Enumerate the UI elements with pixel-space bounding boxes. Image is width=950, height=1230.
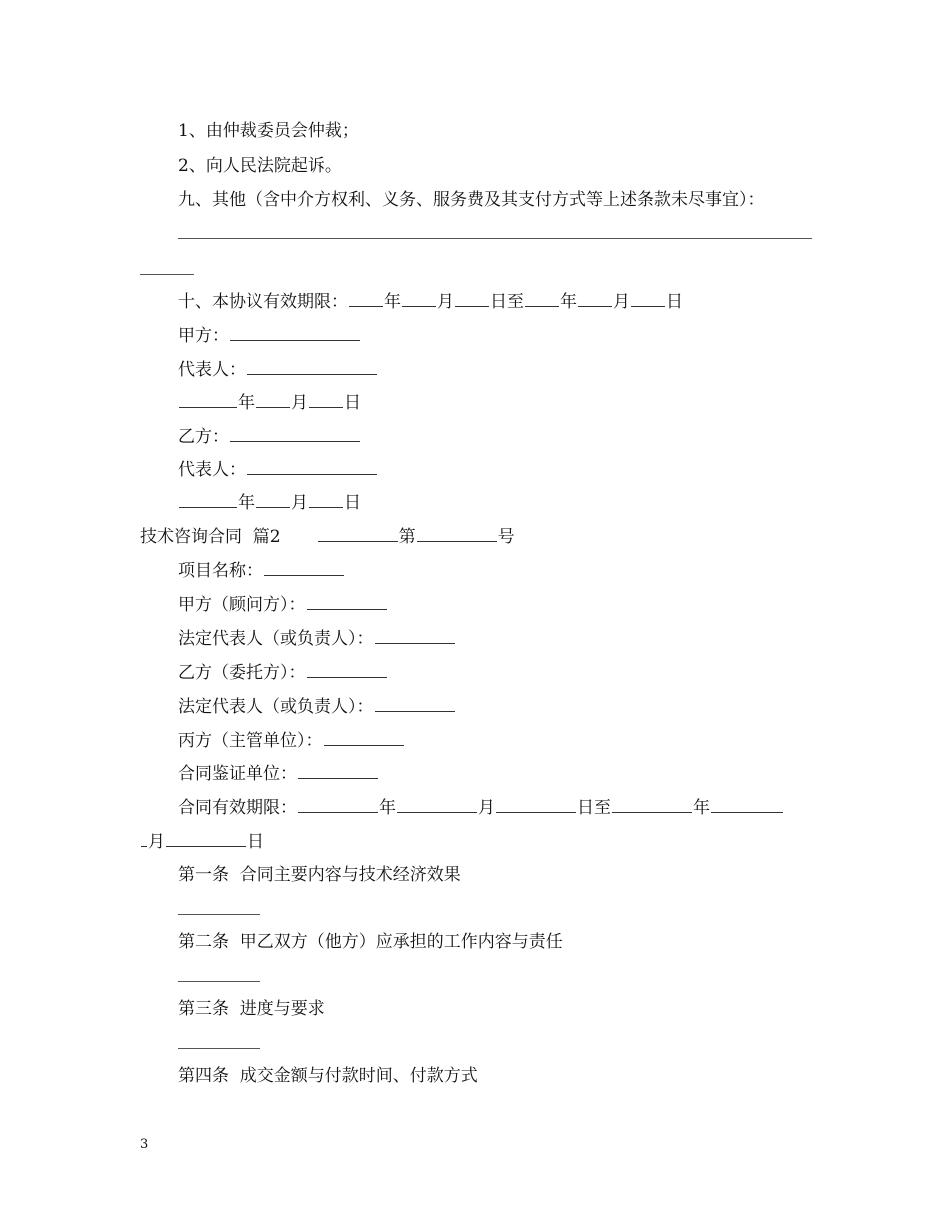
party-a-label: 甲方：	[178, 326, 229, 346]
blank	[309, 391, 343, 408]
di-label: 第	[398, 527, 416, 547]
blank	[417, 525, 497, 542]
day-label: 日	[344, 393, 361, 413]
article-1: 第一条 合同主要内容与技术经济效果	[178, 865, 461, 885]
article-4: 第四条 成交金额与付款时间、付款方式	[178, 1066, 478, 1086]
blank	[402, 290, 436, 307]
blank	[525, 290, 559, 307]
blank	[578, 290, 612, 307]
year-label: 年	[238, 493, 255, 513]
day-label: 日	[344, 493, 361, 513]
rep-label: 代表人：	[178, 460, 246, 480]
validity-label: 十、本协议有效期限：	[178, 292, 348, 312]
year-label: 年	[384, 292, 401, 312]
rep-label: 代表人：	[178, 360, 246, 380]
blank	[247, 458, 377, 475]
article-2-blank	[178, 981, 260, 982]
party-b-label: 乙方：	[178, 427, 229, 447]
blank	[179, 391, 237, 408]
blank	[397, 796, 477, 813]
month-label: 月	[291, 393, 308, 413]
blank	[298, 762, 378, 779]
rep-a-row	[178, 358, 378, 381]
blank	[264, 559, 344, 576]
project-name-row	[178, 559, 345, 582]
blank	[375, 695, 455, 712]
blank	[711, 796, 783, 813]
blank	[166, 830, 246, 847]
validity-row	[178, 290, 683, 313]
blank	[307, 661, 387, 678]
party-a-consultant-label: 甲方（顾问方）：	[178, 595, 306, 615]
year-label: 年	[379, 798, 396, 818]
month-label: 月	[613, 292, 630, 312]
article-2: 第二条 甲乙双方（他方）应承担的工作内容与责任	[178, 932, 563, 952]
day-to-label: 日至	[490, 292, 524, 312]
verify-unit-row	[178, 762, 379, 785]
verify-unit-label: 合同鉴证单位：	[178, 764, 297, 784]
month-label: 月	[478, 798, 495, 818]
page-number: 3	[140, 1137, 149, 1152]
day-label: 日	[247, 832, 264, 852]
blank	[318, 525, 398, 542]
blank	[612, 796, 692, 813]
blank	[230, 425, 360, 442]
legal-rep-a-row	[178, 627, 456, 650]
project-name-label: 项目名称：	[178, 561, 263, 581]
blank	[349, 290, 383, 307]
blank-line-other-cont	[140, 274, 194, 275]
party-c-row	[178, 729, 405, 752]
party-b-client-row	[178, 661, 388, 684]
party-c-label: 丙方（主管单位）：	[178, 731, 323, 751]
party-b-row	[178, 425, 361, 448]
date-b-row	[178, 491, 361, 514]
blank	[179, 491, 237, 508]
article-3-blank	[178, 1048, 260, 1049]
year-label: 年	[693, 798, 710, 818]
clause-arbitration: 1、由仲裁委员会仲裁；	[178, 121, 359, 141]
blank	[496, 796, 576, 813]
blank	[230, 324, 360, 341]
contract-validity-label: 合同有效期限：	[178, 798, 297, 818]
blank	[141, 830, 147, 847]
blank	[256, 491, 290, 508]
blank	[307, 593, 387, 610]
day-label: 日	[666, 292, 683, 312]
blank	[631, 290, 665, 307]
section-title: 技术咨询合同 篇2	[140, 527, 281, 547]
date-a-row	[178, 391, 361, 414]
year-label: 年	[238, 393, 255, 413]
day-to-label: 日至	[577, 798, 611, 818]
section-title-row	[140, 525, 515, 548]
blank	[247, 358, 377, 375]
party-a-row	[178, 324, 361, 347]
month-label: 月	[291, 493, 308, 513]
contract-validity-row	[178, 796, 784, 819]
contract-validity-cont-row	[140, 830, 264, 853]
blank	[298, 796, 378, 813]
legal-rep-label: 法定代表人（或负责人）：	[178, 697, 374, 717]
article-3: 第三条 进度与要求	[178, 999, 325, 1019]
legal-rep-b-row	[178, 695, 456, 718]
blank	[256, 391, 290, 408]
blank	[375, 627, 455, 644]
clause-lawsuit: 2、向人民法院起诉。	[178, 156, 342, 176]
blank	[324, 729, 404, 746]
clause-other: 九、其他（含中介方权利、义务、服务费及其支付方式等上述条款未尽事宜）：	[178, 190, 765, 210]
party-b-client-label: 乙方（委托方）：	[178, 663, 306, 683]
hao-label: 号	[497, 527, 515, 547]
blank-line-other	[178, 238, 812, 239]
month-label: 月	[148, 832, 165, 852]
article-1-blank	[178, 914, 260, 915]
blank	[309, 491, 343, 508]
party-a-consultant-row	[178, 593, 388, 616]
month-label: 月	[437, 292, 454, 312]
year-label: 年	[560, 292, 577, 312]
blank	[455, 290, 489, 307]
legal-rep-label: 法定代表人（或负责人）：	[178, 629, 374, 649]
rep-b-row	[178, 458, 378, 481]
